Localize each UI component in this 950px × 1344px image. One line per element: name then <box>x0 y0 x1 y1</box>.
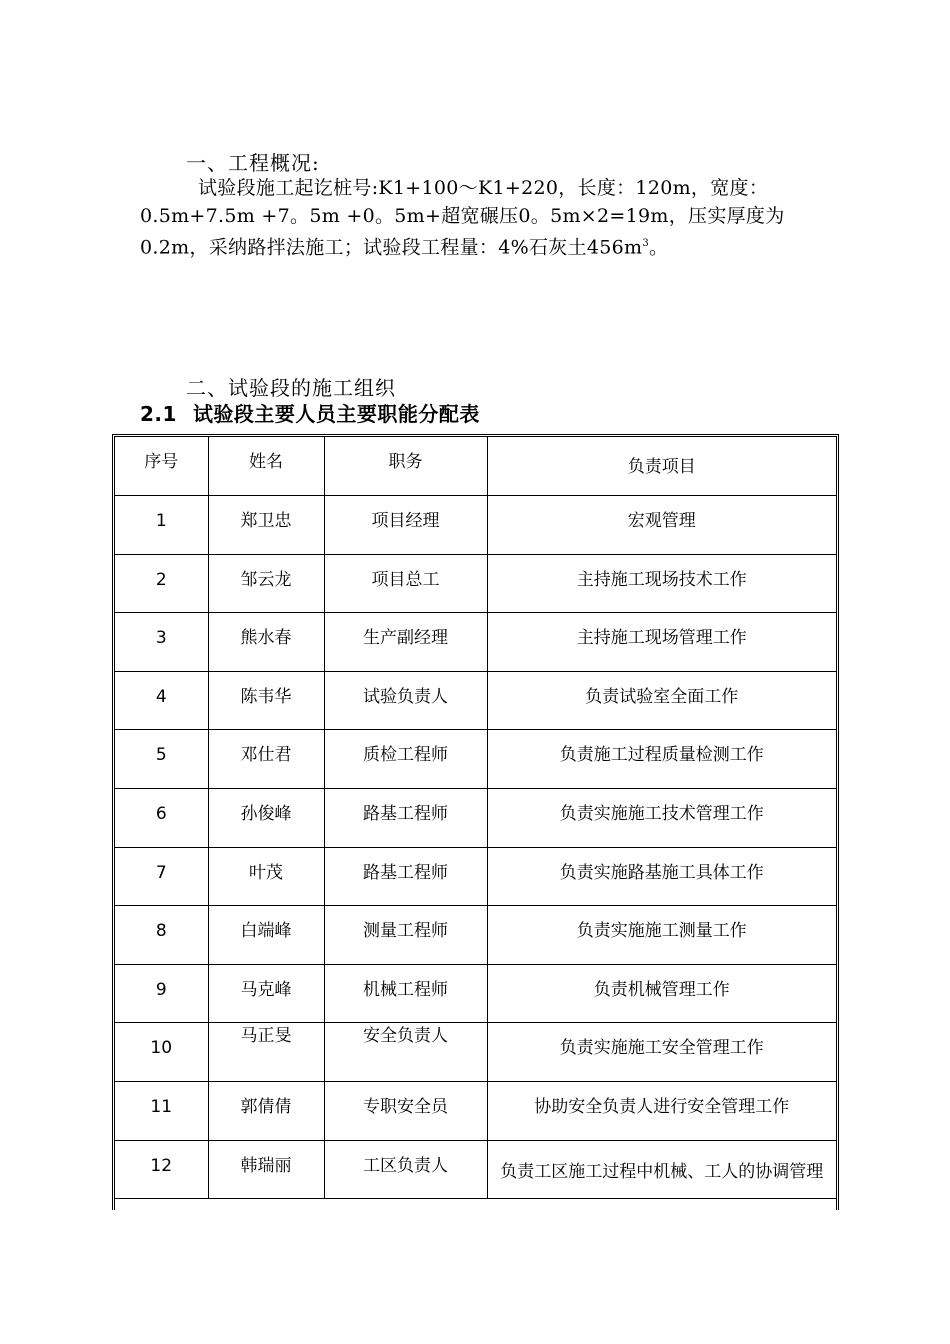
cell-duty: 协助安全负责人进行安全管理工作 <box>487 1082 836 1141</box>
cell-role: 项目总工 <box>324 554 487 613</box>
cell-name: 叶茂 <box>208 847 324 906</box>
cell-role: 项目经理 <box>324 496 487 555</box>
cell-no: 11 <box>115 1082 208 1141</box>
table-row <box>115 730 836 789</box>
cell-duty: 负责实施施工测量工作 <box>487 906 836 965</box>
cell-no: 2 <box>115 554 208 613</box>
cell-role: 机械工程师 <box>324 964 487 1023</box>
cell-name: 孙俊峰 <box>208 789 324 848</box>
cell-name: 郭倩倩 <box>208 1082 324 1141</box>
table-row <box>115 906 836 965</box>
cell-no: 10 <box>115 1023 208 1082</box>
table-row <box>115 554 836 613</box>
overview-line-1: 试验段施工起讫桩号:K1+100～K1+220，长度：120m，宽度： <box>198 177 769 199</box>
cell-no: 9 <box>115 964 208 1023</box>
cell-duty: 负责工区施工过程中机械、工人的协调管理 <box>487 1140 836 1199</box>
cell-role: 生产副经理 <box>324 613 487 672</box>
table-row <box>115 613 836 672</box>
table-row <box>115 671 836 730</box>
table-row <box>115 1082 836 1141</box>
cell-name: 白端峰 <box>208 906 324 965</box>
cell-duty: 负责施工过程质量检测工作 <box>487 730 836 789</box>
cell-role: 测量工程师 <box>324 906 487 965</box>
table-caption-number: 2.1 <box>140 402 177 426</box>
cell-duty: 主持施工现场技术工作 <box>487 554 836 613</box>
cell-duty: 负责机械管理工作 <box>487 964 836 1023</box>
cell-duty: 宏观管理 <box>487 496 836 555</box>
table-row <box>115 1140 836 1199</box>
cell-duty: 负责实施路基施工具体工作 <box>487 847 836 906</box>
cell-duty: 负责试验室全面工作 <box>487 671 836 730</box>
cell-name: 邹云龙 <box>208 554 324 613</box>
cell-role: 工区负责人 <box>324 1140 487 1199</box>
table-row <box>115 789 836 848</box>
cell-no: 5 <box>115 730 208 789</box>
cell-duty: 负责实施施工安全管理工作 <box>487 1023 836 1082</box>
overview-line-3-text: 0.2m，采纳路拌法施工；试验段工程量：4%石灰土456m <box>140 236 643 259</box>
cell-duty: 负责实施施工技术管理工作 <box>487 789 836 848</box>
cell-no: 3 <box>115 613 208 672</box>
cell-role: 专职安全员 <box>324 1082 487 1141</box>
table-row <box>115 1023 836 1082</box>
cell-name: 马正旻 <box>208 1023 324 1082</box>
overview-line-3-end: 。 <box>649 236 669 259</box>
cell-no: 8 <box>115 906 208 965</box>
cell-role: 路基工程师 <box>324 847 487 906</box>
cell-name: 陈韦华 <box>208 671 324 730</box>
table-row <box>115 964 836 1023</box>
cell-role: 安全负责人 <box>324 1023 487 1082</box>
header-cell-role: 职务 <box>324 437 487 496</box>
cell-name: 邓仕君 <box>208 730 324 789</box>
overview-paragraph <box>140 174 830 261</box>
cell-no: 12 <box>115 1140 208 1199</box>
cell-name: 马克峰 <box>208 964 324 1023</box>
table-row <box>115 496 836 555</box>
table-header-row <box>115 437 836 496</box>
table-caption <box>140 398 480 427</box>
table-row <box>115 847 836 906</box>
personnel-table <box>115 437 836 1199</box>
cell-role: 路基工程师 <box>324 789 487 848</box>
overview-line-3 <box>140 230 830 261</box>
cell-name: 郑卫忠 <box>208 496 324 555</box>
table-caption-title: 试验段主要人员主要职能分配表 <box>192 402 480 426</box>
cell-no: 1 <box>115 496 208 555</box>
cell-role: 质检工程师 <box>324 730 487 789</box>
section-heading-overview: 一、工程概况: <box>186 151 320 175</box>
cell-no: 6 <box>115 789 208 848</box>
cell-role: 试验负责人 <box>324 671 487 730</box>
header-cell-duty: 负责项目 <box>487 437 836 496</box>
cell-name: 熊水春 <box>208 613 324 672</box>
cell-no: 4 <box>115 671 208 730</box>
personnel-table-container <box>112 434 839 1210</box>
cell-name: 韩瑞丽 <box>208 1140 324 1199</box>
cell-no: 7 <box>115 847 208 906</box>
header-cell-no: 序号 <box>115 437 208 496</box>
cubic-superscript: 3 <box>642 238 650 249</box>
cell-duty: 主持施工现场管理工作 <box>487 613 836 672</box>
header-cell-name: 姓名 <box>208 437 324 496</box>
section-heading-organization: 二、试验段的施工组织 <box>186 376 396 400</box>
overview-line-2: 0.5m+7.5m +7。5m +0。5m+超宽碾压0。5m×2=19m，压实厚度为 <box>140 205 785 227</box>
